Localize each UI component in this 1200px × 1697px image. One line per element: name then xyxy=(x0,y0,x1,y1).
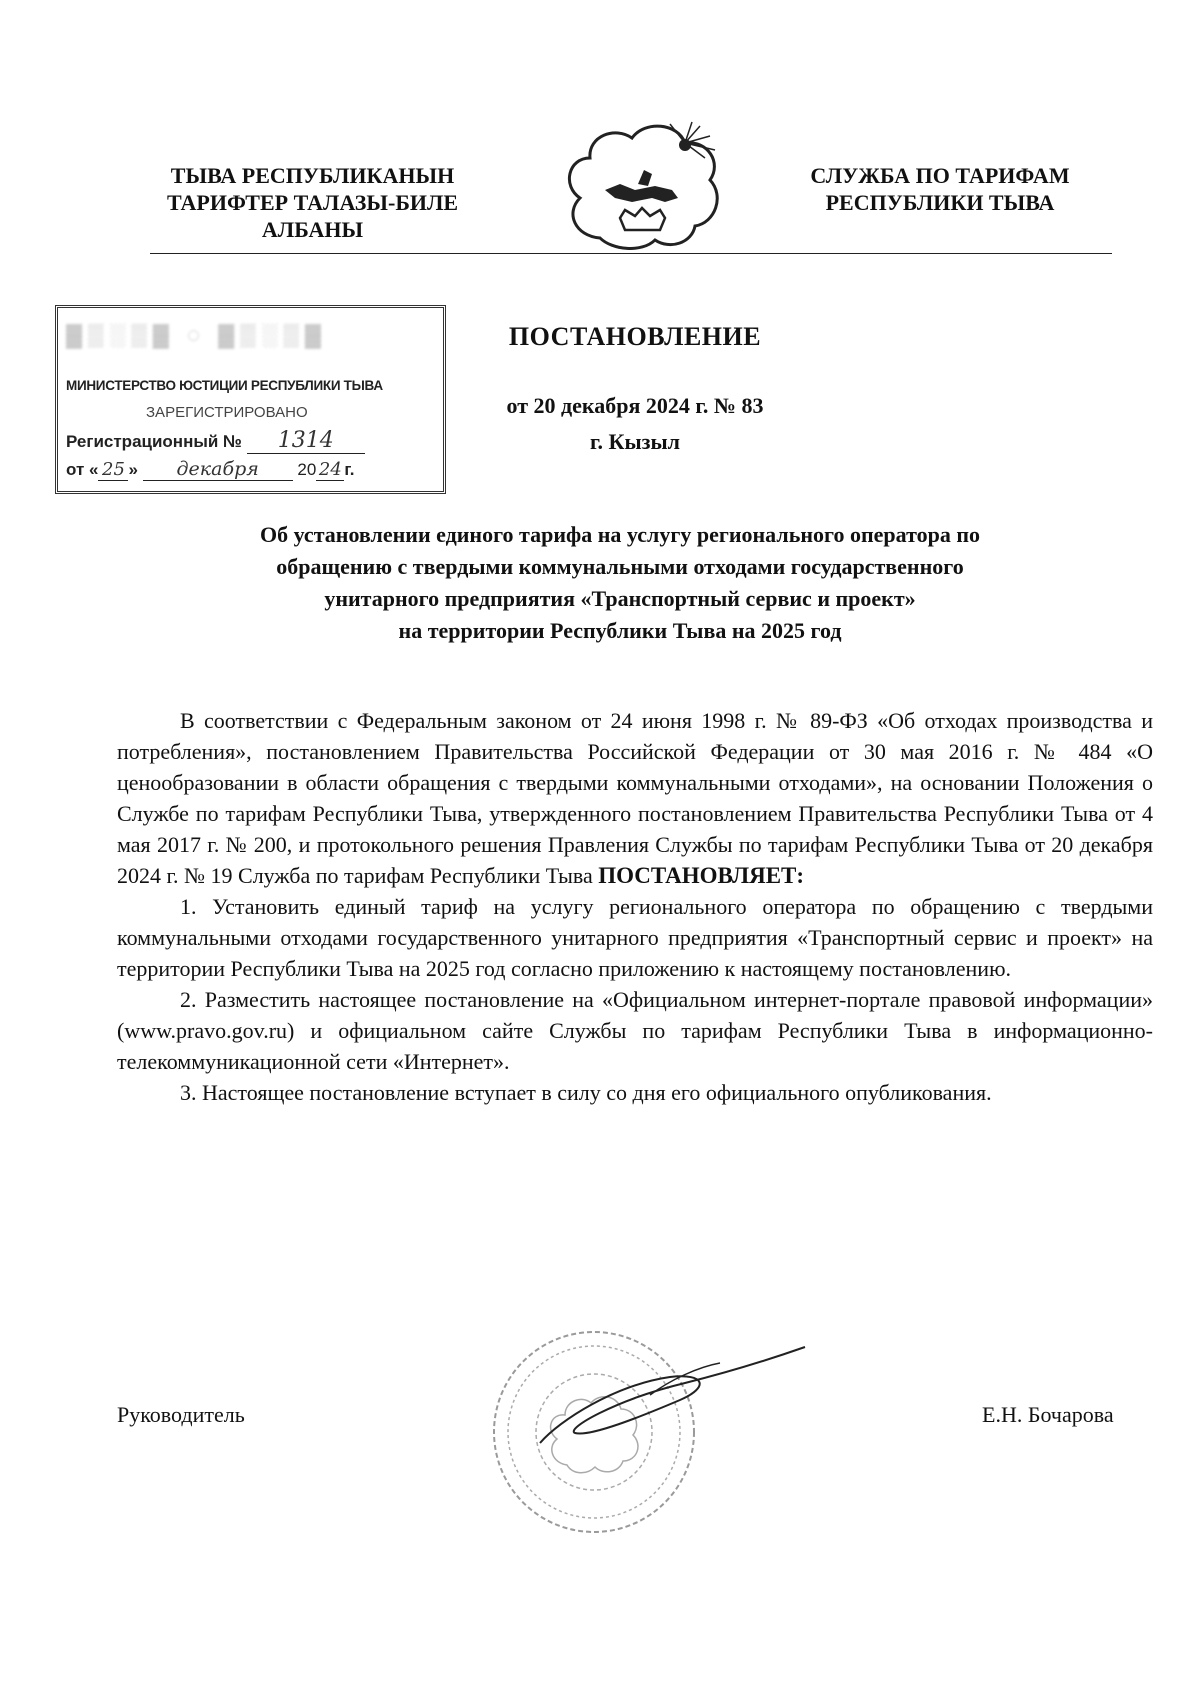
stamp-date-prefix: от « xyxy=(66,460,99,479)
stamp-month: декабря xyxy=(143,458,293,481)
title-line-4: на территории Республики Тыва на 2025 год xyxy=(398,618,842,643)
stamp-day: 25 xyxy=(98,459,128,481)
header-left-line-1: ТЫВА РЕСПУБЛИКАНЫН xyxy=(170,163,455,188)
header-right-line-1: СЛУЖБА ПО ТАРИФАМ xyxy=(810,163,1070,188)
tuva-emblem-icon xyxy=(560,118,725,253)
header-left-line-2: ТАРИФТЕР ТАЛАЗЫ-БИЛЕ xyxy=(166,190,459,215)
document-type: ПОСТАНОВЛЕНИЕ xyxy=(508,322,762,351)
handwritten-signature-icon xyxy=(520,1325,810,1465)
document-date-block xyxy=(440,388,830,460)
stamp-status: ЗАРЕГИСТРИРОВАНО xyxy=(146,404,308,421)
header-right-line-2: РЕСПУБЛИКИ ТЫВА xyxy=(825,190,1055,215)
header-right-org xyxy=(780,162,1100,216)
document-title xyxy=(140,519,1100,647)
stamp-year-suffix: г. xyxy=(344,460,355,479)
stamp-year: 24 xyxy=(316,459,344,481)
title-line-3: унитарного предприятия «Транспортный сервис и проект» xyxy=(324,586,916,611)
stamp-date-row xyxy=(66,458,435,481)
stamp-year-prefix: 20 xyxy=(297,460,317,479)
stamp-blurred-top: ▓▒░▒▓ ◌ ▓▒░▒▓ xyxy=(66,322,327,347)
item-1: 1. Установить единый тариф на услугу регионального оператора по обращению с твердыми коммунальными отходами государственного унитарного предприятия «Транспортный сервис и проект» на территории Республики Тыва на 2025 год согласно приложению к настоящему постановлению. xyxy=(117,894,1153,981)
title-line-1: Об установлении единого тарифа на услугу регионального оператора по xyxy=(260,522,980,547)
signature-role: Руководитель xyxy=(117,1402,245,1427)
header-left-line-3: АЛБАНЫ xyxy=(261,217,364,242)
document-city: г. Кызыл xyxy=(590,429,680,454)
registration-stamp xyxy=(55,305,446,494)
document-date-number: от 20 декабря 2024 г. № 83 xyxy=(506,393,764,418)
stamp-reg-number: 1314 xyxy=(247,428,365,454)
preamble-text: В соответствии с Федеральным законом от 24 июня 1998 г. № 89-ФЗ «Об отходах производства и потребления», постановлением Правительства Российской Федерации от 30 мая 2016 г. № 484 «О ценообразовании в области обращения с твердыми коммунальными отходами», на основании Положения о Службе по тарифам Республики Тыва, утвержденного постановлением Правительства Республики Тыва от 4 мая 2017 г. № 200, и протокольного решения Правления Службы по тарифам Республики Тыва от 20 декабря 2024 г. № 19 Служба по тарифам Республики Тыва xyxy=(117,708,1153,888)
header-divider xyxy=(150,253,1112,254)
signature-name: Е.Н. Бочарова xyxy=(982,1402,1114,1427)
stamp-ministry: МИНИСТЕРСТВО ЮСТИЦИИ РЕСПУБЛИКИ ТЫВА xyxy=(66,378,383,393)
decree-word: ПОСТАНОВЛЯЕТ: xyxy=(598,863,805,888)
stamp-reg-label: Регистрационный № xyxy=(66,432,242,451)
item-3: 3. Настоящее постановление вступает в силу со дня его официального опубликования. xyxy=(180,1080,992,1105)
title-line-2: обращению с твердыми коммунальными отходами государственного xyxy=(276,554,964,579)
header-left-org xyxy=(150,162,475,243)
item-2: 2. Разместить настоящее постановление на «Официальном интернет-портале правовой информации» (www.pravo.gov.ru) и официальном сайте Службы по тарифам Республики Тыва в информационно-телекоммуникационной сети «Интернет». xyxy=(117,987,1153,1074)
stamp-date-mid: » xyxy=(128,460,138,479)
stamp-reg-row xyxy=(66,428,435,454)
preamble-paragraph xyxy=(117,705,1153,891)
document-body xyxy=(117,705,1153,1108)
